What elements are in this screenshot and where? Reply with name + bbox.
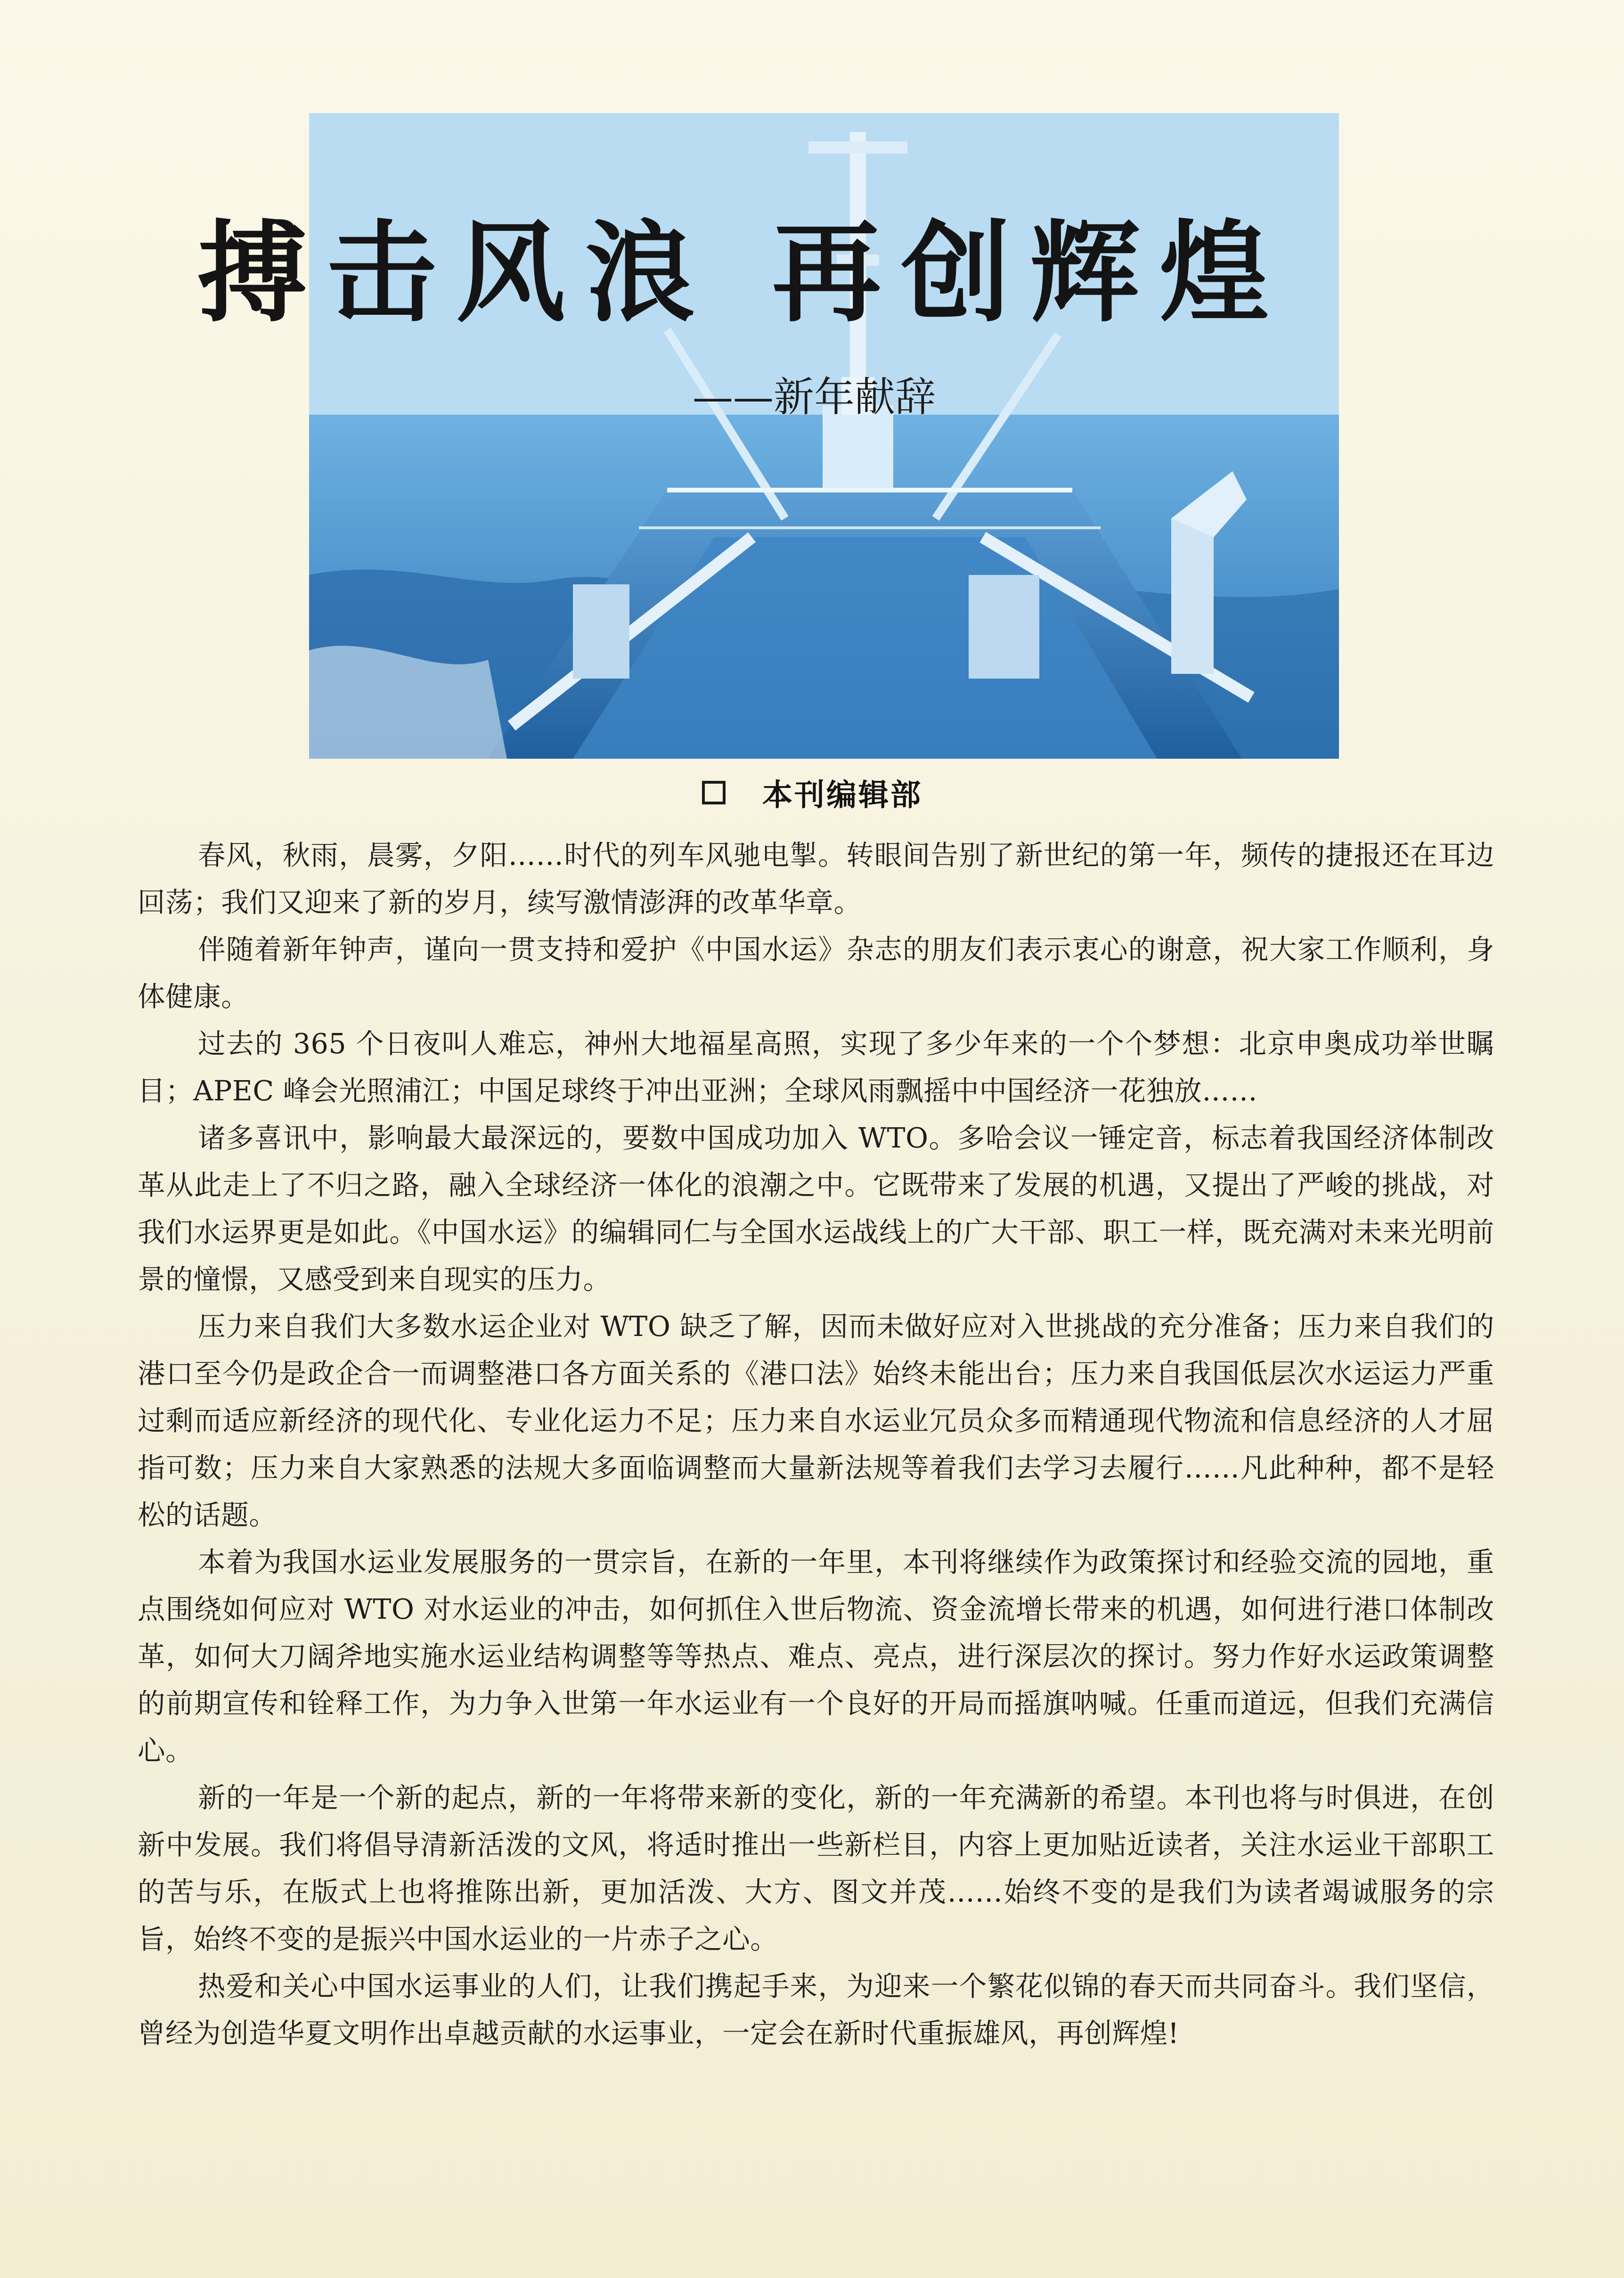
byline — [702, 769, 922, 816]
paragraph: 本着为我国水运业发展服务的一贯宗旨，在新的一年里，本刊将继续作为政策探讨和经验交流的园地，重点围绕如何应对 WTO 对水运业的冲击，如何抓住入世后物流、资金流增长带来的机遇，如何进行港口体制改革，如何大刀阔斧地实施水运业结构调整等等热点、难点、亮点，进行深层次的探讨。努力作好水运政策调整的前期宣传和铨释工作，为力争入世第一年水运业有一个良好的开局而摇旗呐喊。任重而道远，但我们充满信心。 — [138, 1546, 1494, 1767]
byline-text: 本刊编辑部 — [762, 778, 922, 813]
paragraph: 伴随着新年钟声，谨向一贯支持和爱护《中国水运》杂志的朋友们表示衷心的谢意，祝大家工作顺利，身体健康。 — [138, 934, 1494, 1013]
subtitle: ——新年献辞 — [693, 374, 936, 421]
paragraph: 春风，秋雨，晨雾，夕阳……时代的列车风驰电掣。转眼间告别了新世纪的第一年，频传的捷报还在耳边回荡；我们又迎来了新的岁月，续写激情澎湃的改革华章。 — [138, 839, 1494, 918]
paragraph: 热爱和关心中国水运事业的人们，让我们携起手来，为迎来一个繁花似锦的春天而共同奋斗。我们坚信，曾经为创造华夏文明作出卓越贡献的水运事业，一定会在新时代重振雄风，再创辉煌! — [138, 1970, 1494, 2049]
paragraph: 过去的 365 个日夜叫人难忘，神州大地福星高照，实现了多少年来的一个个梦想：北京申奥成功举世瞩目；APEC 峰会光照浦江；中国足球终于冲出亚洲；全球风雨飘摇中中国经济一花独放…… — [138, 1028, 1494, 1107]
article-body — [138, 832, 1494, 2057]
paragraph: 诸多喜讯中，影响最大最深远的，要数中国成功加入 WTO。多哈会议一锤定音，标志着我国经济体制改革从此走上了不归之路，融入全球经济一体化的浪潮之中。它既带来了发展的机遇，又提出了严峻的挑战，对我们水运界更是如此。《中国水运》的编辑同仁与全国水运战线上的广大干部、职工一样，既充满对未来光明前景的憧憬，又感受到来自现实的压力。 — [138, 1122, 1494, 1295]
main-title: 搏击风浪 再创辉煌 — [198, 210, 1289, 337]
square-icon — [702, 781, 726, 804]
paragraph: 压力来自我们大多数水运企业对 WTO 缺乏了解，因而未做好应对入世挑战的充分准备；压力来自我们的港口至今仍是政企合一而调整港口各方面关系的《港口法》始终未能出台；压力来自我国低层次水运运力严重过剩而适应新经济的现代化、专业化运力不足；压力来自水运业冗员众多而精通现代物流和信息经济的人才屈指可数；压力来自大家熟悉的法规大多面临调整而大量新法规等着我们去学习去履行……凡此种种，都不是轻松的话题。 — [138, 1311, 1494, 1531]
paragraph: 新的一年是一个新的起点，新的一年将带来新的变化，新的一年充满新的希望。本刊也将与时俱进，在创新中发展。我们将倡导清新活泼的文风，将适时推出一些新栏目，内容上更加贴近读者，关注水运业干部职工的苦与乐，在版式上也将推陈出新，更加活泼、大方、图文并茂……始终不变的是我们为读者竭诚服务的宗旨，始终不变的是振兴中国水运业的一片赤子之心。 — [138, 1782, 1494, 1955]
